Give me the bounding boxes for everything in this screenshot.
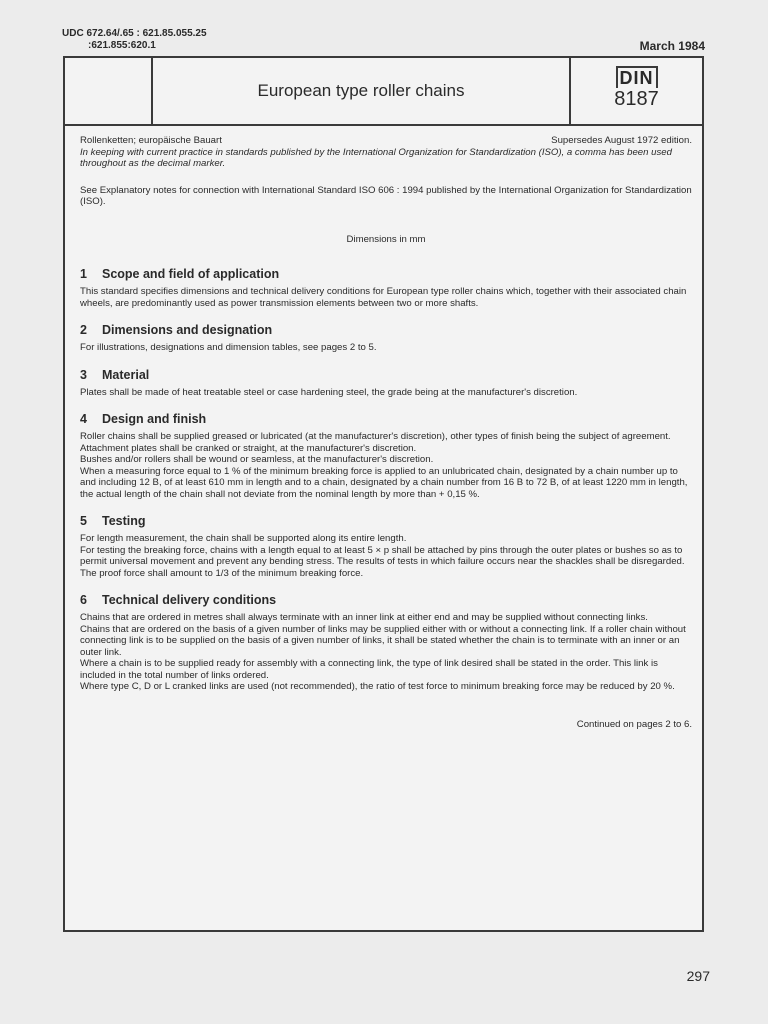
- section-title: Technical delivery conditions: [102, 593, 277, 607]
- din-number: 8187: [614, 88, 659, 110]
- section-title: Testing: [102, 514, 146, 528]
- section-title: Material: [102, 367, 150, 382]
- page-number: 297: [686, 968, 710, 984]
- section-paragraph: Chains that are ordered in metres shall always terminate with an inner link at either end and may be supplied without connecting links.: [80, 612, 648, 623]
- document-title: European type roller chains: [153, 58, 571, 124]
- udc-code: [62, 28, 207, 52]
- section-number: 4: [80, 412, 87, 426]
- section-6: [80, 593, 692, 693]
- section-paragraph: For illustrations, designations and dimension tables, see pages 2 to 5.: [80, 342, 377, 353]
- section-1: [80, 267, 692, 309]
- german-subtitle: Rollenketten; europäische Bauart: [80, 135, 222, 146]
- section-title: Design and finish: [102, 412, 207, 426]
- sections-container: [80, 267, 692, 693]
- section-paragraph: Where type C, D or L cranked links are used (not recommended), the ratio of test force to minimum breaking force may be reduced by 20 %.: [80, 681, 675, 692]
- title-block: [65, 58, 702, 126]
- section-paragraph: For testing the breaking force, chains with a length equal to at least 5 × p shall be attached by pins through the outer plates or bushes so as to permit universal movement and prevent any bending stress. The results of tests in which failure occurs near the shackles shall be disregarded. The proof force shall amount to 1/3 of the minimum breaking force.: [80, 544, 685, 579]
- din-block: [571, 58, 702, 124]
- section-paragraph: Bushes and/or rollers shall be wound or seamless, at the manufacturer's discretion.: [80, 454, 434, 465]
- continued-note: Continued on pages 2 to 6.: [576, 718, 692, 730]
- section-number: 1: [80, 267, 87, 281]
- section-number: 5: [80, 514, 87, 528]
- section-heading: [80, 514, 692, 529]
- supersedes-note: Supersedes August 1972 edition.: [551, 135, 692, 146]
- document-frame: [63, 56, 704, 932]
- section-paragraph: This standard specifies dimensions and technical delivery conditions for European type roller chains which, together with their associated chain wheels, are predominantly used as power transmission elements between two or more shafts.: [80, 286, 687, 309]
- section-paragraph: Attachment plates shall be cranked or straight, at the manufacturer's discretion.: [80, 442, 417, 454]
- udc-line-2: :621.855:620.1: [88, 40, 156, 51]
- udc-line-1: UDC 672.64/.65 : 621.85.055.25: [62, 28, 207, 39]
- dimensions-note: Dimensions in mm: [346, 233, 426, 245]
- section-heading: [80, 267, 692, 282]
- din-logo: DIN: [616, 66, 658, 88]
- section-number: 3: [80, 367, 87, 382]
- section-paragraph: Plates shall be made of heat treatable steel or case hardening steel, the grade being at the manufacturer's discretion.: [80, 386, 578, 398]
- section-heading: [80, 323, 692, 338]
- section-5: [80, 514, 692, 579]
- section-paragraph: Roller chains shall be supplied greased or lubricated (at the manufacturer's discretion), other types of finish being the subject of agreement.: [80, 431, 671, 442]
- section-paragraph: For length measurement, the chain shall be supported along its entire length.: [80, 533, 407, 544]
- title-block-left-cell: [65, 58, 153, 124]
- section-number: 6: [80, 593, 87, 607]
- section-number: 2: [80, 323, 87, 337]
- document-body: [80, 135, 692, 730]
- section-title: Scope and field of application: [102, 267, 280, 281]
- section-title: Dimensions and designation: [102, 323, 273, 337]
- explanatory-note: See Explanatory notes for connection with International Standard ISO 606 : 1994 published by the International Organization for Standardization (ISO).: [80, 184, 692, 207]
- section-2: [80, 323, 692, 354]
- section-3: [80, 368, 692, 399]
- section-heading: [80, 412, 692, 427]
- section-paragraph: Where a chain is to be supplied ready for assembly with a connecting link, the type of link desired shall be stated in the order. This link is included in the total number of links ordered.: [80, 658, 658, 681]
- section-paragraph: Chains that are ordered on the basis of a given number of links may be supplied either with or without a connecting link. If a roller chain without connecting link is to be supplied on the basis of a given number of links, it shall be stated whether the chain is to terminate with an inner or an outer link.: [80, 623, 686, 658]
- publication-date: March 1984: [639, 39, 705, 53]
- subtitle-row: [80, 135, 692, 147]
- section-4: [80, 412, 692, 500]
- section-heading: [80, 593, 692, 608]
- section-heading: [80, 368, 692, 383]
- section-paragraph: When a measuring force equal to 1 % of the minimum breaking force is applied to an unlubricated chain, designated by a chain number up to and including 12 B, of at least 610 mm in length and to a chain, designated by a chain number from 16 B to 72 B, of at least 1220 mm in length, the actual length of the chain shall not deviate from the nominal length by more than + 0,15 %.: [80, 465, 688, 500]
- decimal-marker-note: In keeping with current practice in standards published by the International Organization for Standardization (ISO), a comma has been used throughout as the decimal marker.: [80, 146, 672, 169]
